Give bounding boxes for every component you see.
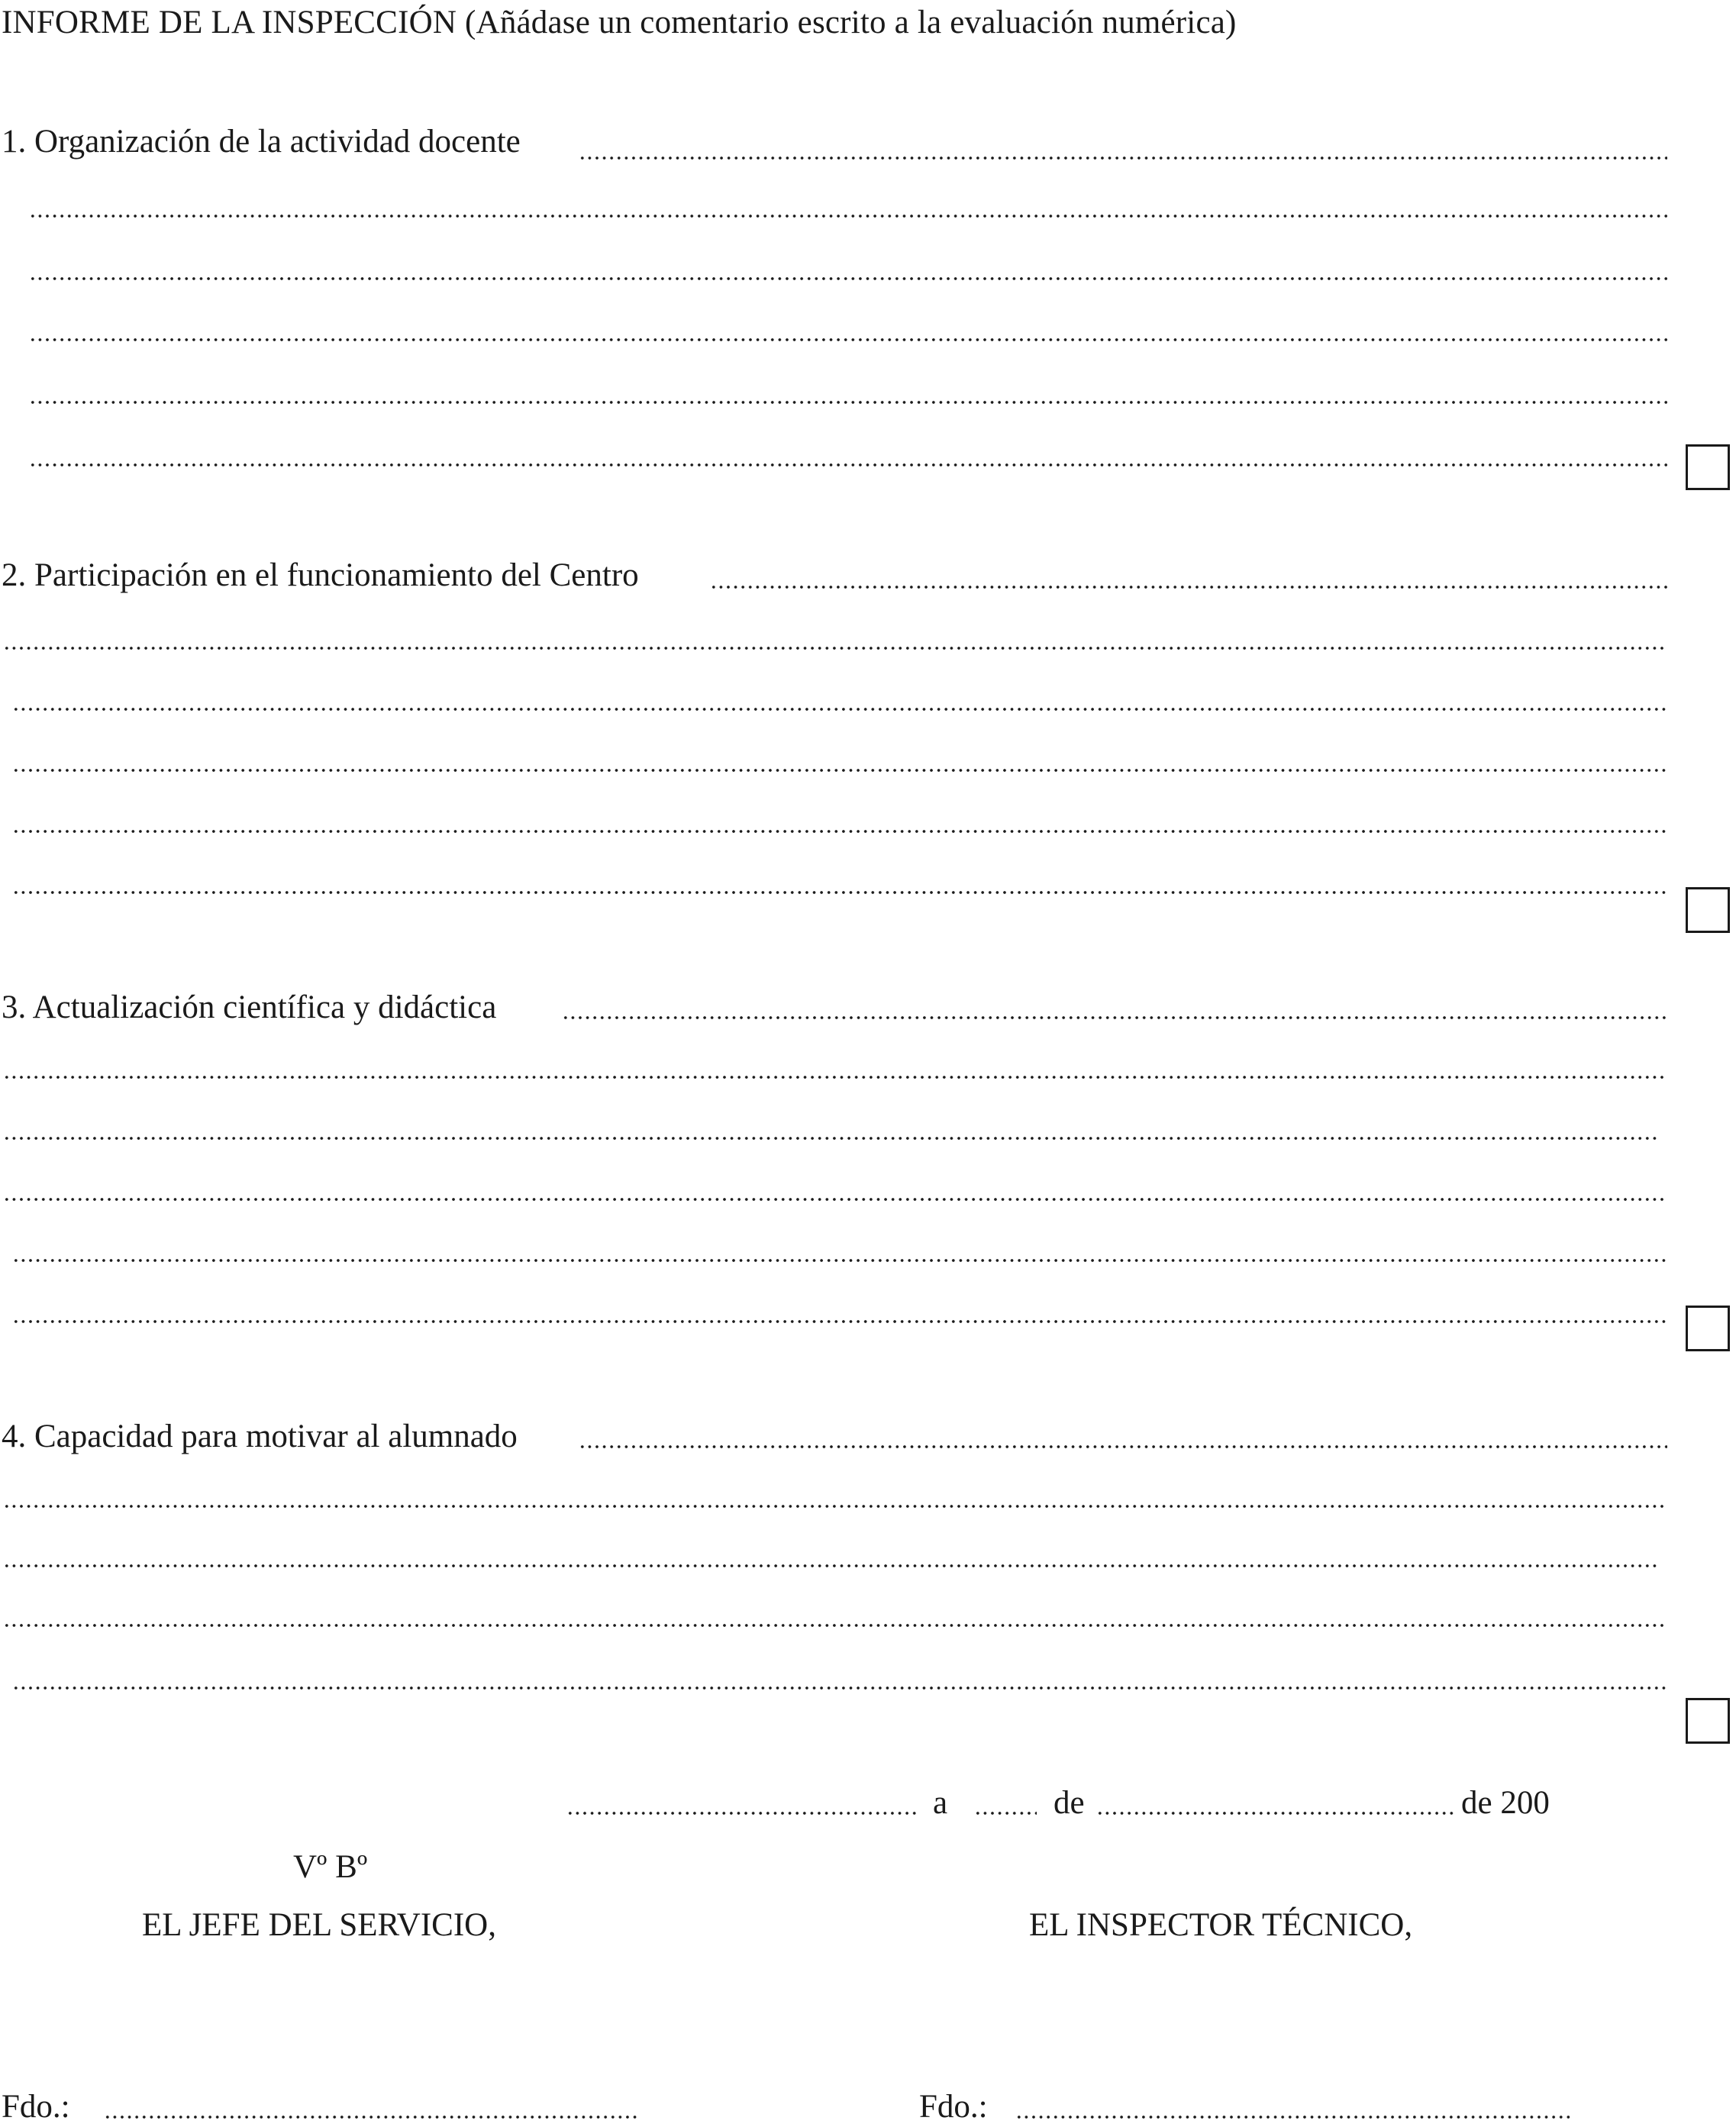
right-signature-field[interactable] bbox=[1015, 2115, 1573, 2119]
section-1-answer-line[interactable] bbox=[29, 276, 1667, 281]
section-4-answer-line[interactable] bbox=[3, 1564, 1658, 1568]
right-signatory-title: EL INSPECTOR TÉCNICO, bbox=[1029, 1907, 1413, 1943]
section-3-answer-line[interactable] bbox=[3, 1075, 1667, 1080]
date-a-label: a bbox=[933, 1785, 948, 1821]
section-2-score-box[interactable] bbox=[1686, 887, 1730, 933]
section-3-answer-line[interactable] bbox=[562, 1015, 1667, 1020]
section-2-answer-line[interactable] bbox=[12, 768, 1667, 773]
section-2-answer-line[interactable] bbox=[12, 829, 1667, 834]
section-2-answer-line[interactable] bbox=[12, 890, 1667, 895]
section-3-answer-line[interactable] bbox=[12, 1258, 1667, 1263]
section-2-heading: 2. Participación en el funcionamiento del Centro bbox=[2, 557, 639, 593]
section-1-heading: 1. Organización de la actividad docente bbox=[2, 124, 521, 160]
date-day-field[interactable] bbox=[974, 1811, 1037, 1816]
section-4-answer-line[interactable] bbox=[3, 1623, 1667, 1628]
fdo-left-label: Fdo.: bbox=[2, 2089, 70, 2125]
section-2-answer-line[interactable] bbox=[3, 646, 1667, 650]
fdo-right-label: Fdo.: bbox=[919, 2089, 988, 2125]
date-month-field[interactable] bbox=[1096, 1811, 1455, 1816]
date-place-field[interactable] bbox=[566, 1811, 919, 1816]
document-title: INFORME DE LA INSPECCIÓN (Añádase un comentario escrito a la evaluación numérica) bbox=[2, 5, 1237, 40]
section-4-answer-line[interactable] bbox=[579, 1444, 1667, 1449]
section-1-answer-line[interactable] bbox=[579, 156, 1667, 160]
section-4-score-box[interactable] bbox=[1686, 1698, 1730, 1744]
left-signature-field[interactable] bbox=[104, 2115, 638, 2119]
section-2-answer-line[interactable] bbox=[710, 585, 1667, 589]
section-4-heading: 4. Capacidad para motivar al alumnado bbox=[2, 1419, 518, 1454]
date-de-label: de bbox=[1054, 1785, 1085, 1821]
date-year-label: de 200 bbox=[1461, 1785, 1550, 1821]
section-3-heading: 3. Actualización científica y didáctica bbox=[2, 989, 497, 1025]
section-3-answer-line[interactable] bbox=[12, 1319, 1667, 1324]
left-signatory-title: EL JEFE DEL SERVICIO, bbox=[142, 1907, 496, 1943]
section-1-answer-line[interactable] bbox=[29, 400, 1667, 405]
section-4-answer-line[interactable] bbox=[3, 1504, 1667, 1509]
section-1-answer-line[interactable] bbox=[29, 214, 1667, 218]
section-3-answer-line[interactable] bbox=[3, 1197, 1667, 1202]
section-1-score-box[interactable] bbox=[1686, 444, 1730, 490]
section-3-score-box[interactable] bbox=[1686, 1306, 1730, 1351]
section-4-answer-line[interactable] bbox=[12, 1686, 1667, 1690]
section-2-answer-line[interactable] bbox=[12, 707, 1667, 712]
section-1-answer-line[interactable] bbox=[29, 337, 1667, 342]
visto-bueno-label: Vº Bº bbox=[293, 1849, 368, 1885]
section-1-answer-line[interactable] bbox=[29, 463, 1667, 467]
section-3-answer-line[interactable] bbox=[3, 1136, 1657, 1141]
